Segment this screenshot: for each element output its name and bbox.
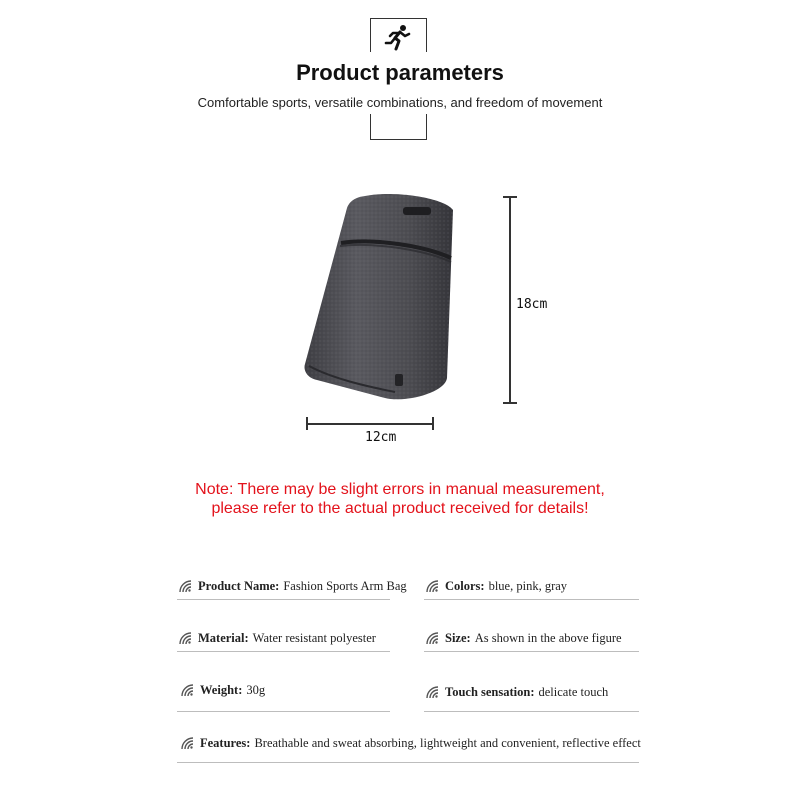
divider xyxy=(424,651,639,652)
width-dimension-cap-left xyxy=(306,417,308,430)
width-dimension-label: 12cm xyxy=(365,430,397,445)
param-size xyxy=(424,626,622,650)
page-subtitle: Comfortable sports, versatile combinations, and freedom of movement xyxy=(197,95,603,110)
signal-arc-icon xyxy=(179,682,195,698)
param-touch-sensation xyxy=(424,680,608,704)
param-value: As shown in the above figure xyxy=(474,630,622,645)
arm-bag-image xyxy=(295,188,455,408)
signal-arc-icon xyxy=(179,735,195,751)
divider xyxy=(177,711,390,712)
param-value: Fashion Sports Arm Bag xyxy=(283,578,407,593)
divider xyxy=(424,711,639,712)
height-dimension-line xyxy=(509,196,511,403)
measurement-note xyxy=(0,480,800,518)
signal-arc-icon xyxy=(424,684,440,700)
signal-arc-icon xyxy=(177,578,193,594)
running-person-icon xyxy=(383,22,413,52)
param-value: Water resistant polyester xyxy=(252,630,376,645)
param-key: Size: xyxy=(445,630,471,645)
param-key: Weight: xyxy=(200,682,243,697)
param-value: delicate touch xyxy=(538,684,609,699)
param-colors xyxy=(424,574,567,598)
param-product-name xyxy=(177,574,407,598)
param-features xyxy=(179,731,641,755)
height-dimension-label: 18cm xyxy=(516,297,548,312)
param-key: Material: xyxy=(198,630,249,645)
param-key: Colors: xyxy=(445,578,485,593)
param-weight xyxy=(179,678,265,702)
signal-arc-icon xyxy=(177,630,193,646)
divider xyxy=(424,599,639,600)
width-dimension-line xyxy=(307,423,433,425)
divider xyxy=(177,651,390,652)
divider xyxy=(177,762,639,763)
param-material xyxy=(177,626,376,650)
divider xyxy=(177,599,390,600)
signal-arc-icon xyxy=(424,578,440,594)
header-frame-bottom xyxy=(370,114,427,140)
param-value: 30g xyxy=(246,682,266,697)
note-line-1: Note: There may be slight errors in manual measurement, xyxy=(195,481,605,498)
height-dimension-cap-top xyxy=(503,196,517,198)
param-key: Touch sensation: xyxy=(445,684,535,699)
note-line-2: please refer to the actual product received for details! xyxy=(211,500,589,517)
param-key: Product Name: xyxy=(198,578,280,593)
param-value: blue, pink, gray xyxy=(488,578,568,593)
height-dimension-cap-bottom xyxy=(503,402,517,404)
page-title: Product parameters xyxy=(296,60,504,85)
width-dimension-cap-right xyxy=(432,417,434,430)
param-value: Breathable and sweat absorbing, lightweight and convenient, reflective effect xyxy=(254,735,641,750)
signal-arc-icon xyxy=(424,630,440,646)
param-key: Features: xyxy=(200,735,251,750)
